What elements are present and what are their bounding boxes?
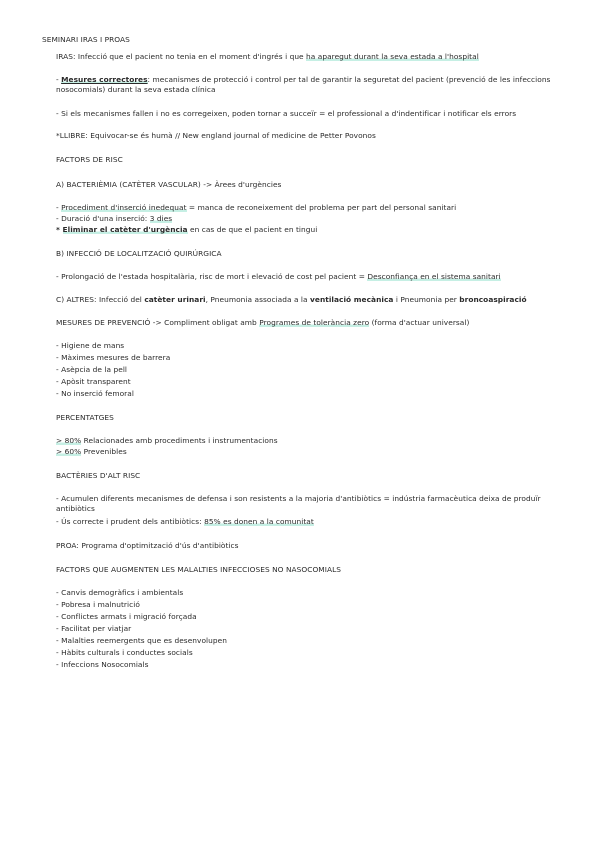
mesures-text: : mecanismes de protecció i control per tal de garantir la seguretat del pacient (prevenció de les infeccions nosocomials) durant la seva estada clínica (56, 75, 551, 94)
eliminar-line (56, 225, 317, 235)
factors-augmenten-heading: FACTORS QUE AUGMENTEN LES MALALTIES INFECCIOSES NO NASOCOMIALS (56, 565, 341, 574)
prolongacio-line (56, 272, 501, 282)
percentatges-heading: PERCENTATGES (56, 413, 114, 422)
iras-text: IRAS: Infecció que el pacient no tenia en el moment d'ingrés i que (56, 52, 307, 61)
altres-text-1: C) ALTRES: Infecció del (56, 295, 145, 304)
procediment-dash: - (56, 203, 62, 212)
factor-item: - Malalties reemergents que es desenvolupen (56, 636, 227, 645)
factor-item: - Facilitat per viatjar (56, 624, 132, 633)
prevencio-item: - Asèpcia de la pell (56, 365, 128, 374)
iras-definition (56, 52, 479, 62)
procediment-line (56, 203, 456, 213)
proa-line: PROA: Programa d'optimització d'ús d'antibiòtics (56, 541, 239, 550)
factor-item: - Canvis demogràfics i ambientals (56, 588, 184, 597)
prolongacio-text: - Prolongació de l'estada hospitalària, risc de mort i elevació de cost pel pacient = (56, 272, 368, 281)
iras-highlight: ha aparegut durant la seva estada a l'hospital (306, 52, 479, 61)
factor-item: - Conflictes armats i migració forçada (56, 612, 197, 621)
mesures-prevencio-text: MESURES DE PREVENCIÓ -> Compliment obligat amb (56, 318, 260, 327)
altres-cateter: catèter urinari (144, 295, 206, 304)
altres-line (56, 295, 527, 305)
acumulen-line: - Acumulen diferents mecanismes de defensa i son resistents a la majoria d'antibiòtics = indústria farmacèutica deixa de produïr antibiòtics (56, 494, 541, 513)
percentatge-60-highlight: > 60% (56, 447, 82, 456)
factor-item: - Pobresa i malnutrició (56, 600, 140, 609)
durada-highlight: 3 dies (149, 214, 173, 223)
bacteriemia-heading: A) BACTERIÈMIA (CATÈTER VASCULAR) -> Àrees d'urgències (56, 180, 282, 189)
us-antibiotics-line (56, 517, 314, 527)
prevencio-item: - No inserció femoral (56, 389, 134, 398)
eliminar-highlight: Eliminar el catèter d'urgència (62, 225, 188, 234)
prevencio-item: - Apòsit transparent (56, 377, 131, 386)
percentatge-80-highlight: > 80% (56, 436, 82, 445)
eliminar-star: * (56, 225, 63, 234)
bacteries-heading: BACTÈRIES D'ALT RISC (56, 471, 141, 480)
percentatge-80 (56, 436, 278, 446)
factor-item: - Hàbits culturals i conductes socials (56, 648, 193, 657)
mesures-prevencio-rest: (forma d'actuar universal) (369, 318, 470, 327)
prevencio-item: - Higiene de mans (56, 341, 125, 350)
procediment-text: = manca de reconeixement del problema per part del personal sanitari (186, 203, 457, 212)
llibre-line: *LLIBRE: Equivocar-se és humà // New england journal of medicine de Petter Povonos (56, 131, 376, 140)
percentatge-60-text: Prevenibles (81, 447, 127, 456)
eliminar-text: en cas de que el pacient en tingui (187, 225, 318, 234)
factors-risc-heading: FACTORS DE RISC (56, 155, 123, 164)
percentatge-60 (56, 447, 127, 457)
mesures-prevencio-heading (56, 318, 469, 328)
durada-line (56, 214, 172, 224)
mesures-term: Mesures correctores (61, 75, 148, 84)
prevencio-item: - Màximes mesures de barrera (56, 353, 171, 362)
durada-text: - Duració d'una inserció: (56, 214, 150, 223)
altres-text-2: , Pneumonia associada a la (205, 295, 311, 304)
mecanismes-line: - Si els mecanismes fallen i no es corregeixen, poden tornar a succeïr = el professional a d'indentificar i notificar els errors (56, 109, 517, 118)
procediment-highlight: Procediment d'inserció inedequat (61, 203, 187, 212)
altres-broncoaspiracio: broncoaspiració (459, 295, 527, 304)
us-antibiotics-highlight: 85% es donen a la comunitat (204, 517, 314, 526)
factor-item: - Infeccions Nosocomials (56, 660, 149, 669)
percentatge-80-text: Relacionades amb procediments i instrumentacions (81, 436, 278, 445)
altres-text-3: i Pneumonia per (393, 295, 460, 304)
infeccio-quirurgica-heading: B) INFECCIÓ DE LOCALITZACIÓ QUIRÚRGICA (56, 249, 222, 258)
mesures-dash: - (56, 75, 62, 84)
us-antibiotics-text: - Ús correcte i prudent dels antibiòtics: (56, 517, 205, 526)
mesures-prevencio-highlight: Programes de tolerància zero (259, 318, 370, 327)
mesures-correctores (56, 75, 556, 95)
prolongacio-highlight: Desconfiança en el sistema sanitari (367, 272, 501, 281)
document-title: SEMINARI IRAS I PROAS (42, 35, 130, 44)
altres-ventilacio: ventilació mecànica (310, 295, 394, 304)
